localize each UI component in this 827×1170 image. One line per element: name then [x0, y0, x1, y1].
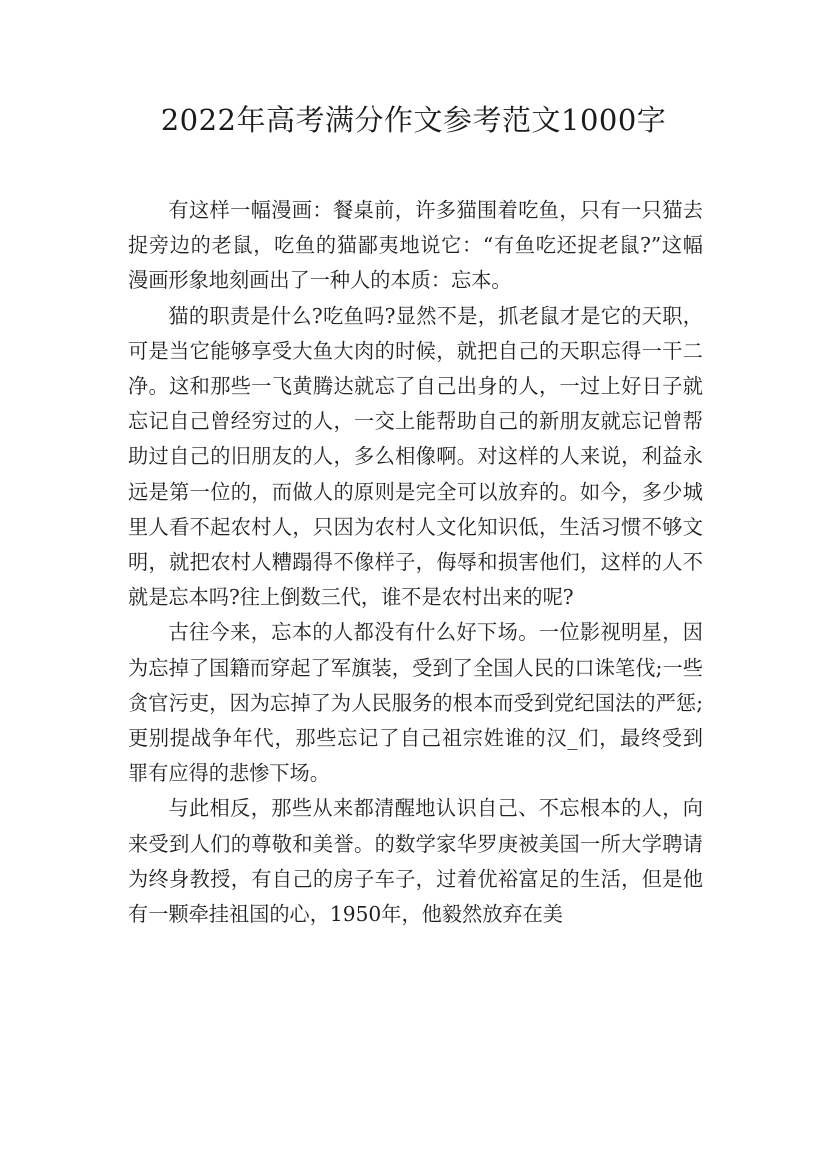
paragraph: 与此相反，那些从来都清醒地认识自己、不忘根本的人，向来受到人们的尊敬和美誉。的数学家华罗庚被美国一所大学聘请为终身教授，有自己的房子车子，过着优裕富足的生活，但是他有一颗牵挂祖国的心，1950年，他毅然放弃在美: [128, 796, 703, 927]
document-body: [128, 193, 703, 932]
document-title: 2022年高考满分作文参考范文1000字: [160, 103, 667, 137]
paragraph: 有这样一幅漫画：餐桌前，许多猫围着吃鱼，只有一只猫去捉旁边的老鼠，吃鱼的猫鄙夷地说它：“有鱼吃还捉老鼠?”这幅漫画形象地刻画出了一种人的本质：忘本。: [128, 198, 703, 293]
paragraph: 猫的职责是什么?吃鱼吗?显然不是，抓老鼠才是它的天职，可是当它能够享受大鱼大肉的时候，就把自己的天职忘得一干二净。这和那些一飞黄腾达就忘了自己出身的人，一过上好日子就忘记自己曾经穷过的人，一交上能帮助自己的新朋友就忘记曾帮助过自己的旧朋友的人，多么相像啊。对这样的人来说，利益永远是第一位的，而做人的原则是完全可以放弃的。如今，多少城里人看不起农村人，只因为农村人文化知识低，生活习惯不够文明，就把农村人糟蹋得不像样子，侮辱和损害他们，这样的人不就是忘本吗?往上倒数三代，谁不是农村出来的呢?: [128, 303, 703, 610]
paragraph: 古往今来，忘本的人都没有什么好下场。一位影视明星，因为忘掉了国籍而穿起了军旗装，受到了全国人民的口诛笔伐;一些贪官污吏，因为忘掉了为人民服务的根本而受到党纪国法的严惩;更别提战争年代，那些忘记了自己祖宗姓谁的汉_们，最终受到罪有应得的悲惨下场。: [128, 620, 703, 786]
